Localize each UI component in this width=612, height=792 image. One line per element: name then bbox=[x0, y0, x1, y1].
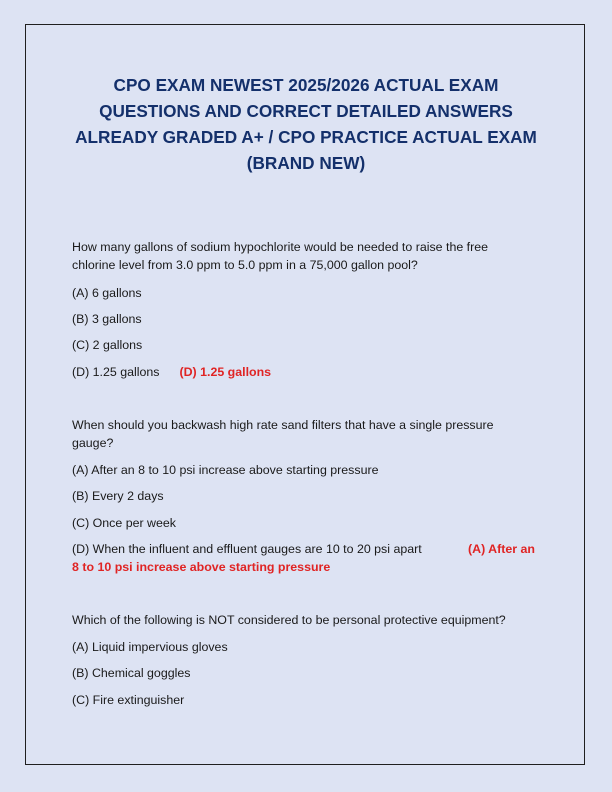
question-2-text bbox=[72, 416, 542, 452]
title-line: ALREADY GRADED A+ / CPO PRACTICE ACTUAL EXAM bbox=[75, 127, 537, 147]
title-line: (BRAND NEW) bbox=[246, 153, 366, 173]
question-1-option-d bbox=[72, 363, 542, 381]
question-2-option-c: (C) Once per week bbox=[72, 516, 176, 530]
question-2-option-d-text: (D) When the influent and effluent gauges are 10 to 20 psi apart bbox=[72, 542, 422, 556]
question-3-option-a: (A) Liquid impervious gloves bbox=[72, 640, 228, 654]
question-1-option-a: (A) 6 gallons bbox=[72, 286, 142, 300]
question-2-text-line: gauge? bbox=[72, 436, 114, 450]
question-1-text-line: chlorine level from 3.0 ppm to 5.0 ppm in a 75,000 gallon pool? bbox=[72, 258, 418, 272]
question-2-answer-part2: 8 to 10 psi increase above starting pressure bbox=[72, 560, 331, 574]
question-1-option-d-text: (D) 1.25 gallons bbox=[72, 365, 160, 379]
question-1 bbox=[72, 238, 542, 274]
question-2-option-d bbox=[72, 540, 542, 576]
title-line: QUESTIONS AND CORRECT DETAILED ANSWERS bbox=[99, 101, 513, 121]
question-3 bbox=[72, 611, 542, 629]
question-2-text-line: When should you backwash high rate sand filters that have a single pressure bbox=[72, 418, 494, 432]
question-3-option-c: (C) Fire extinguisher bbox=[72, 693, 185, 707]
question-1-option-c: (C) 2 gallons bbox=[72, 338, 143, 352]
question-1-text-line: How many gallons of sodium hypochlorite would be needed to raise the free bbox=[72, 240, 489, 254]
question-1-option-b: (B) 3 gallons bbox=[72, 312, 142, 326]
question-2 bbox=[72, 416, 542, 452]
question-2-option-a: (A) After an 8 to 10 psi increase above starting pressure bbox=[72, 463, 379, 477]
title-line: CPO EXAM NEWEST 2025/2026 ACTUAL EXAM bbox=[113, 75, 499, 95]
question-3-text: Which of the following is NOT considered to be personal protective equipment? bbox=[72, 613, 506, 627]
question-2-answer-part1: (A) After an bbox=[468, 542, 535, 556]
question-2-option-b: (B) Every 2 days bbox=[72, 489, 164, 503]
question-3-option-b: (B) Chemical goggles bbox=[72, 666, 191, 680]
question-1-text bbox=[72, 238, 542, 274]
document-title bbox=[60, 72, 552, 176]
question-1-answer: (D) 1.25 gallons bbox=[179, 365, 272, 379]
